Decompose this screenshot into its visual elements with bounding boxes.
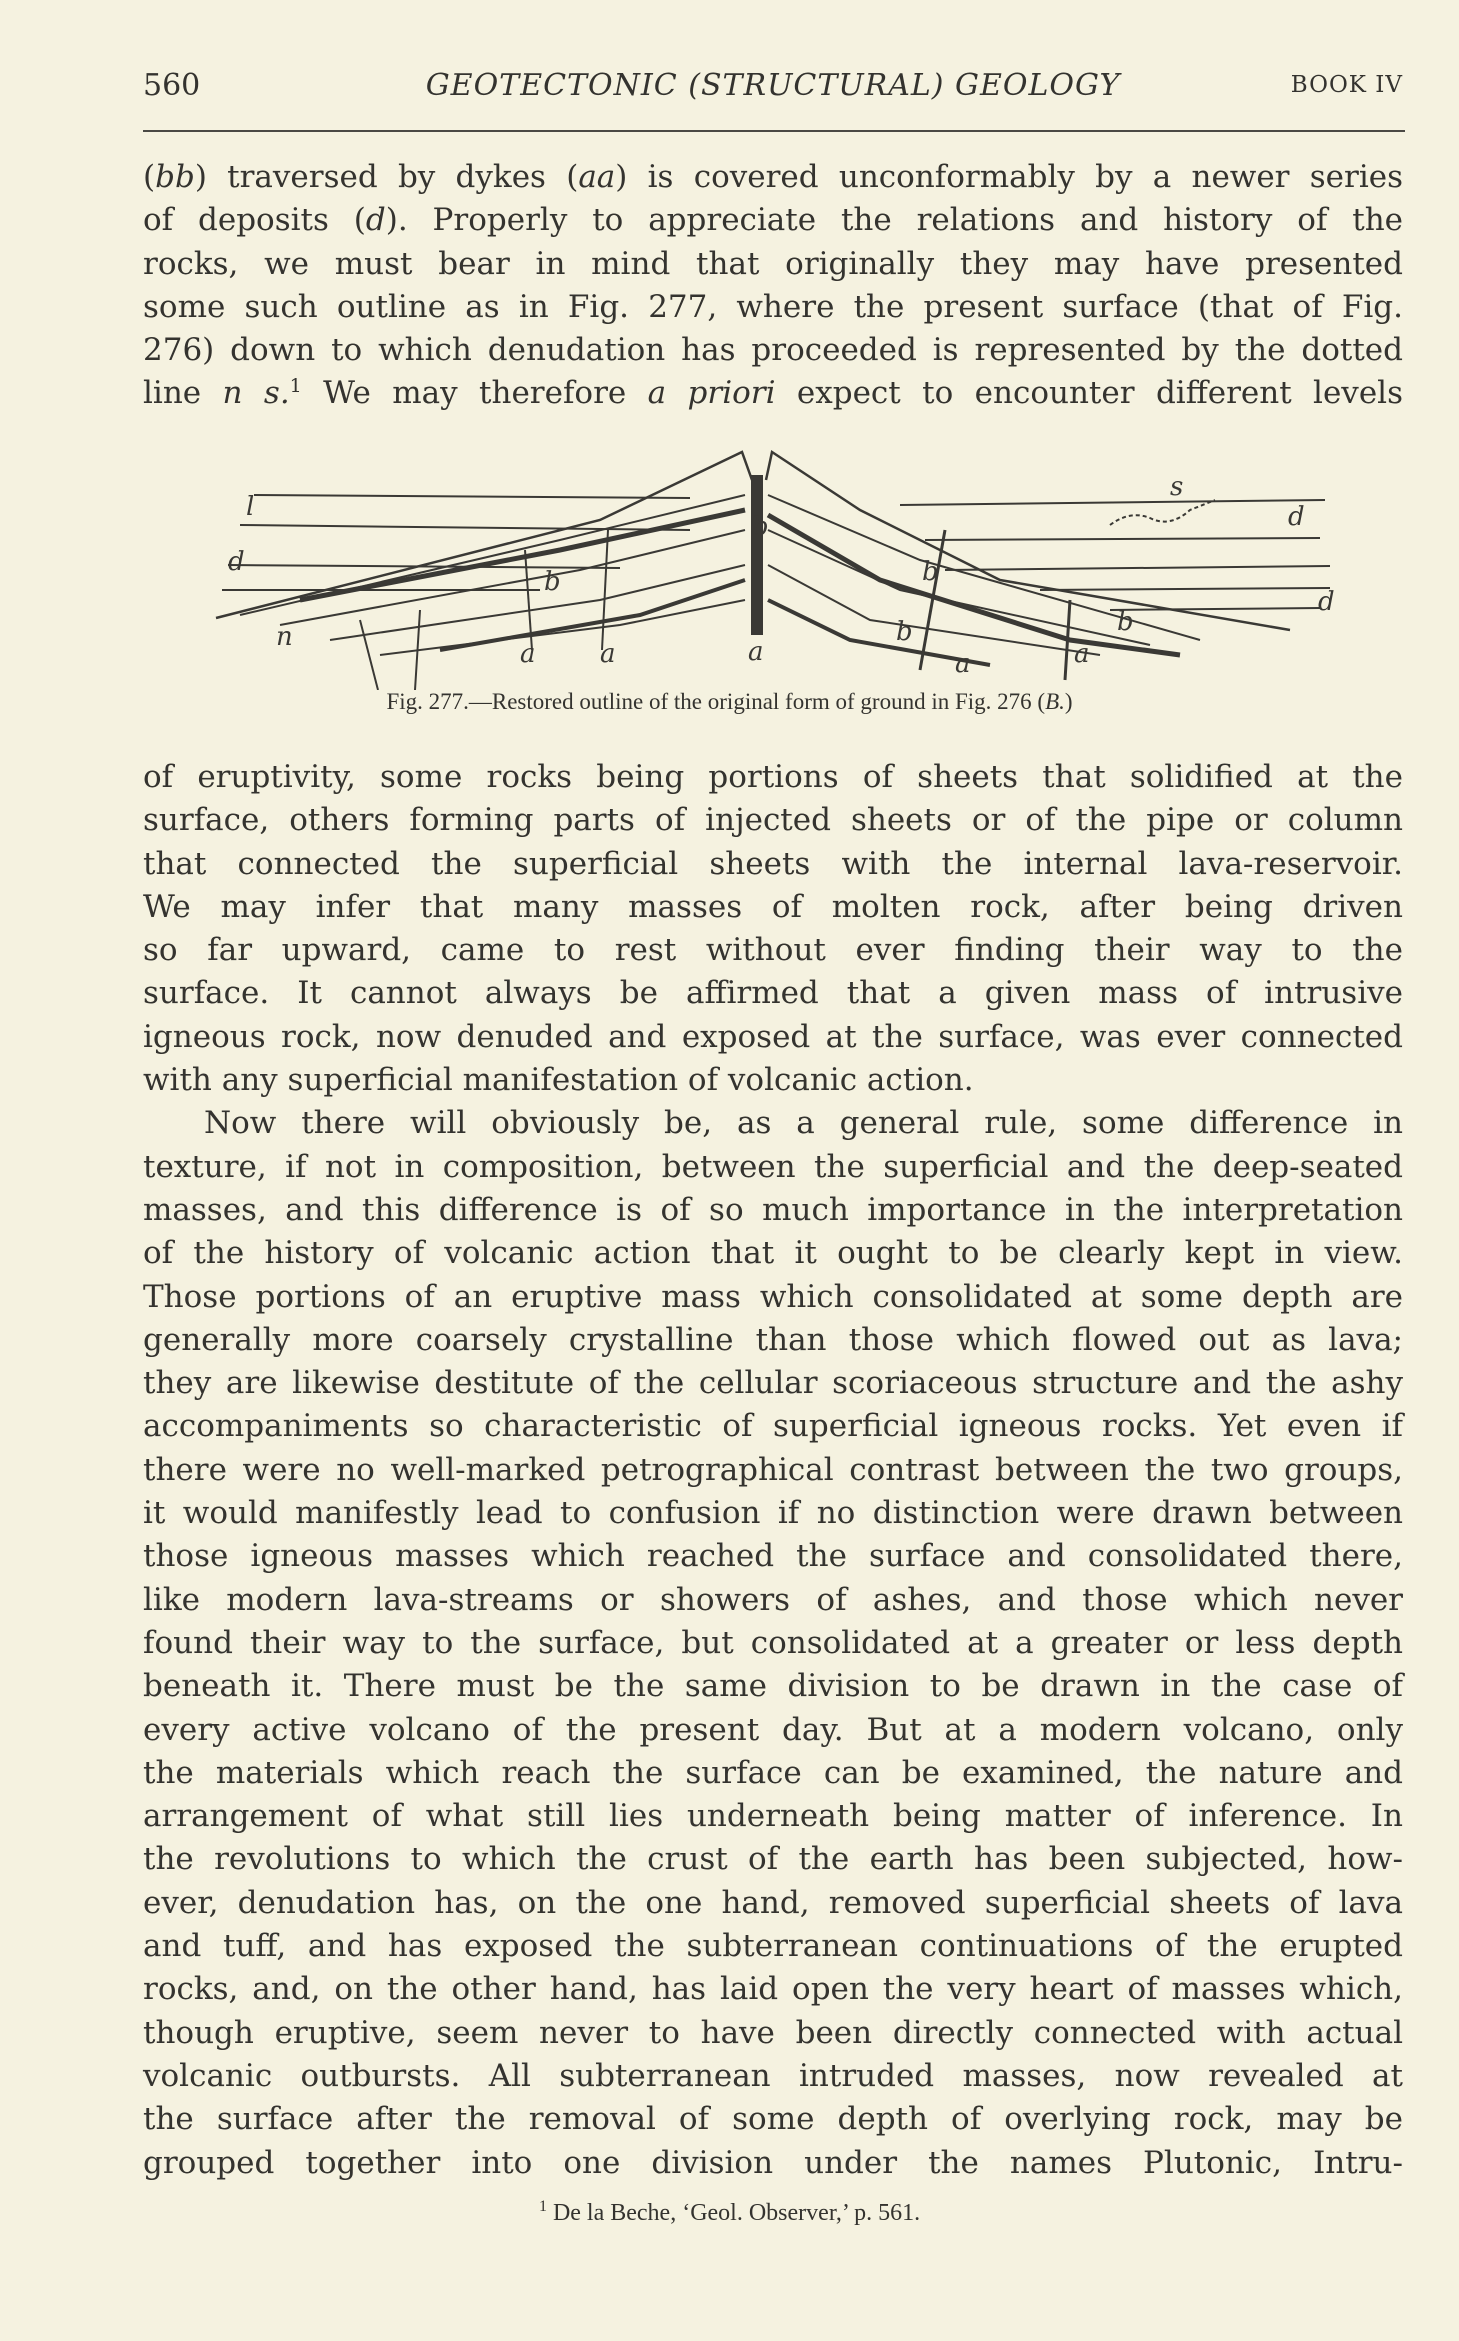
text-segment: the materials which reach the surface can be examined, the nature and xyxy=(143,1754,1403,1791)
fig-label-a: a xyxy=(955,649,971,679)
text-line xyxy=(143,1405,1403,1448)
text-line xyxy=(143,1622,1403,1665)
text-segment: Those portions of an eruptive mass which consolidated at some depth are xyxy=(143,1278,1403,1315)
text-segment: grouped together into one division under the names Plutonic, Intru- xyxy=(143,2144,1403,2181)
text-segment: volcanic outbursts. All subterranean intruded masses, now revealed at xyxy=(143,2057,1403,2094)
fig-label-d: d xyxy=(228,547,245,577)
text-segment: Now there will obviously be, as a general rule, some difference in xyxy=(204,1105,1403,1142)
text-line xyxy=(143,2142,1403,2185)
text-line xyxy=(143,886,1403,929)
text-line xyxy=(143,2012,1403,2055)
text-segment: there were no well-marked petrographical contrast between the two groups, xyxy=(143,1451,1403,1488)
figure-caption xyxy=(0,689,1459,715)
text-line xyxy=(143,929,1403,972)
text-segment: of deposits ( xyxy=(143,202,366,239)
text-segment: that connected the superficial sheets with the internal lava-reservoir. xyxy=(143,845,1403,882)
fig-label-l: l xyxy=(246,492,255,522)
text-segment: ) is covered unconformably by a newer series xyxy=(615,159,1403,195)
text-segment: the revolutions to which the crust of the earth has been subjected, how- xyxy=(143,1841,1403,1878)
text-line xyxy=(143,2098,1403,2141)
running-header xyxy=(143,68,1403,112)
fig-label-a: a xyxy=(1074,639,1090,669)
caption-italic: B. xyxy=(1045,689,1065,714)
text-segment: n s. xyxy=(222,375,290,412)
text-line xyxy=(143,1579,1403,1622)
text-segment: generally more coarsely crystalline than those which flowed out as lava; xyxy=(143,1321,1403,1358)
text-line xyxy=(143,1795,1403,1838)
text-segment: expect to encounter different levels xyxy=(775,375,1403,412)
fig-label-b: b xyxy=(1117,607,1134,637)
text-line xyxy=(143,1492,1403,1535)
text-segment: they are likewise destitute of the cellular scoriaceous structure and the ashy xyxy=(143,1365,1403,1402)
text-segment: of eruptivity, some rocks being portions of sheets that solidified at the xyxy=(143,759,1403,795)
text-segment: d xyxy=(365,202,386,239)
text-segment: ) traversed by dykes ( xyxy=(194,159,579,195)
text-line xyxy=(143,1232,1403,1275)
paragraph-top xyxy=(143,156,1403,416)
text-segment: igneous rock, now denuded and exposed at the surface, was ever connected xyxy=(143,1018,1403,1055)
text-line xyxy=(143,1146,1403,1189)
text-segment: those igneous masses which reached the surface and consolidated there, xyxy=(143,1538,1403,1575)
paragraph-main xyxy=(143,756,1403,2185)
text-line xyxy=(143,1882,1403,1925)
text-segment: though eruptive, seem never to have been directly connected with actual xyxy=(143,2014,1403,2051)
caption-close: ) xyxy=(1064,689,1073,714)
text-line xyxy=(143,756,1403,799)
text-segment: ). Properly to appreciate the relations and history of the xyxy=(385,202,1404,239)
text-segment: beneath it. There must be the same division to be drawn in the case of xyxy=(143,1668,1403,1705)
text-segment: line xyxy=(143,375,223,412)
footnote-ref: 1 xyxy=(289,375,302,398)
text-segment: accompaniments so characteristic of superficial igneous rocks. Yet even if xyxy=(143,1408,1403,1445)
text-line xyxy=(143,156,1403,199)
caption-text: Fig. 277.—Restored outline of the original form of ground in Fig. 276 ( xyxy=(386,689,1046,714)
text-line xyxy=(143,1709,1403,1752)
text-line xyxy=(143,1925,1403,1968)
text-segment: and tuff, and has exposed the subterranean continuations of the erupted xyxy=(143,1928,1403,1965)
text-line xyxy=(143,1968,1403,2011)
fig-label-s: s xyxy=(1170,472,1184,502)
text-line xyxy=(143,843,1403,886)
fig-label-b: b xyxy=(752,512,769,542)
text-segment: surface. It cannot always be affirmed that a given mass of intrusive xyxy=(143,975,1403,1012)
text-line xyxy=(143,372,1403,415)
text-line xyxy=(143,1752,1403,1795)
text-segment: bb xyxy=(155,159,195,195)
running-title: GEOTECTONIC (STRUCTURAL) GEOLOGY xyxy=(425,68,1121,103)
text-segment: ever, denudation has, on the one hand, removed superficial sheets of lava xyxy=(143,1884,1403,1921)
text-segment: every active volcano of the present day. But at a modern volcano, only xyxy=(143,1711,1403,1748)
text-line xyxy=(143,972,1403,1015)
text-segment: so far upward, came to rest without ever finding their way to the xyxy=(143,932,1403,969)
figure-277 xyxy=(0,440,1459,690)
text-segment: some such outline as in Fig. 277, where the present surface (that of Fig. xyxy=(143,288,1403,325)
fig-label-a: a xyxy=(600,639,616,669)
text-segment: rocks, and, on the other hand, has laid open the very heart of masses which, xyxy=(143,1971,1403,2008)
fig-label-a: a xyxy=(520,639,536,669)
text-line xyxy=(143,199,1403,242)
page-number: 560 xyxy=(143,68,201,103)
text-segment: masses, and this difference is of so much importance in the interpretation xyxy=(143,1191,1403,1228)
text-segment: We may infer that many masses of molten rock, after being driven xyxy=(143,888,1403,925)
text-segment: with any superficial manifestation of volcanic action. xyxy=(143,1062,974,1099)
text-segment: ( xyxy=(143,159,156,195)
text-line xyxy=(143,799,1403,842)
text-segment: the surface after the removal of some depth of overlying rock, may be xyxy=(143,2101,1403,2138)
text-segment: 276) down to which denudation has proceeded is represented by the dotted xyxy=(143,332,1403,369)
text-segment: rocks, we must bear in mind that originally they may have presented xyxy=(143,245,1403,282)
text-segment: of the history of volcanic action that it ought to be clearly kept in view. xyxy=(143,1235,1403,1272)
fig-label-b: b xyxy=(896,617,913,647)
text-line xyxy=(143,1665,1403,1708)
header-rule xyxy=(143,130,1405,132)
text-line xyxy=(143,2055,1403,2098)
fig-label-b: b xyxy=(922,557,939,587)
text-segment: like modern lava-streams or showers of ashes, and those which never xyxy=(143,1581,1403,1618)
text-segment: found their way to the surface, but consolidated at a greater or less depth xyxy=(143,1624,1403,1661)
footnote-mark: 1 xyxy=(538,2198,547,2215)
text-segment: texture, if not in composition, between the superficial and the deep-seated xyxy=(143,1148,1403,1185)
text-segment: a priori xyxy=(647,375,776,412)
text-line xyxy=(143,1102,1403,1145)
text-line xyxy=(143,286,1403,329)
fig-label-d: d xyxy=(1318,587,1335,617)
text-segment: it would manifestly lead to confusion if no distinction were drawn between xyxy=(143,1495,1403,1532)
fig-label-a: a xyxy=(748,637,764,667)
fig-label-d: d xyxy=(1288,502,1305,532)
text-line xyxy=(143,1189,1403,1232)
text-segment: surface, others forming parts of injected sheets or of the pipe or column xyxy=(143,802,1403,839)
text-line xyxy=(143,243,1403,286)
text-segment: aa xyxy=(578,159,616,195)
text-line xyxy=(143,1059,1403,1102)
text-line xyxy=(143,1276,1403,1319)
text-line xyxy=(143,1838,1403,1881)
footnote xyxy=(0,2200,1459,2227)
text-line xyxy=(143,1016,1403,1059)
figure-drawing xyxy=(216,452,1330,690)
text-segment: We may therefore xyxy=(301,375,648,412)
book-label: BOOK IV xyxy=(1290,72,1403,98)
text-line xyxy=(143,1319,1403,1362)
text-line xyxy=(143,1362,1403,1405)
text-segment: arrangement of what still lies underneath being matter of inference. In xyxy=(143,1798,1403,1835)
text-line xyxy=(143,1535,1403,1578)
footnote-text: De la Beche, ‘Geol. Observer,’ p. 561. xyxy=(552,2200,921,2226)
fig-label-b: b xyxy=(544,567,561,597)
fig-label-n: n xyxy=(276,622,293,652)
text-line xyxy=(143,329,1403,372)
text-line xyxy=(143,1449,1403,1492)
